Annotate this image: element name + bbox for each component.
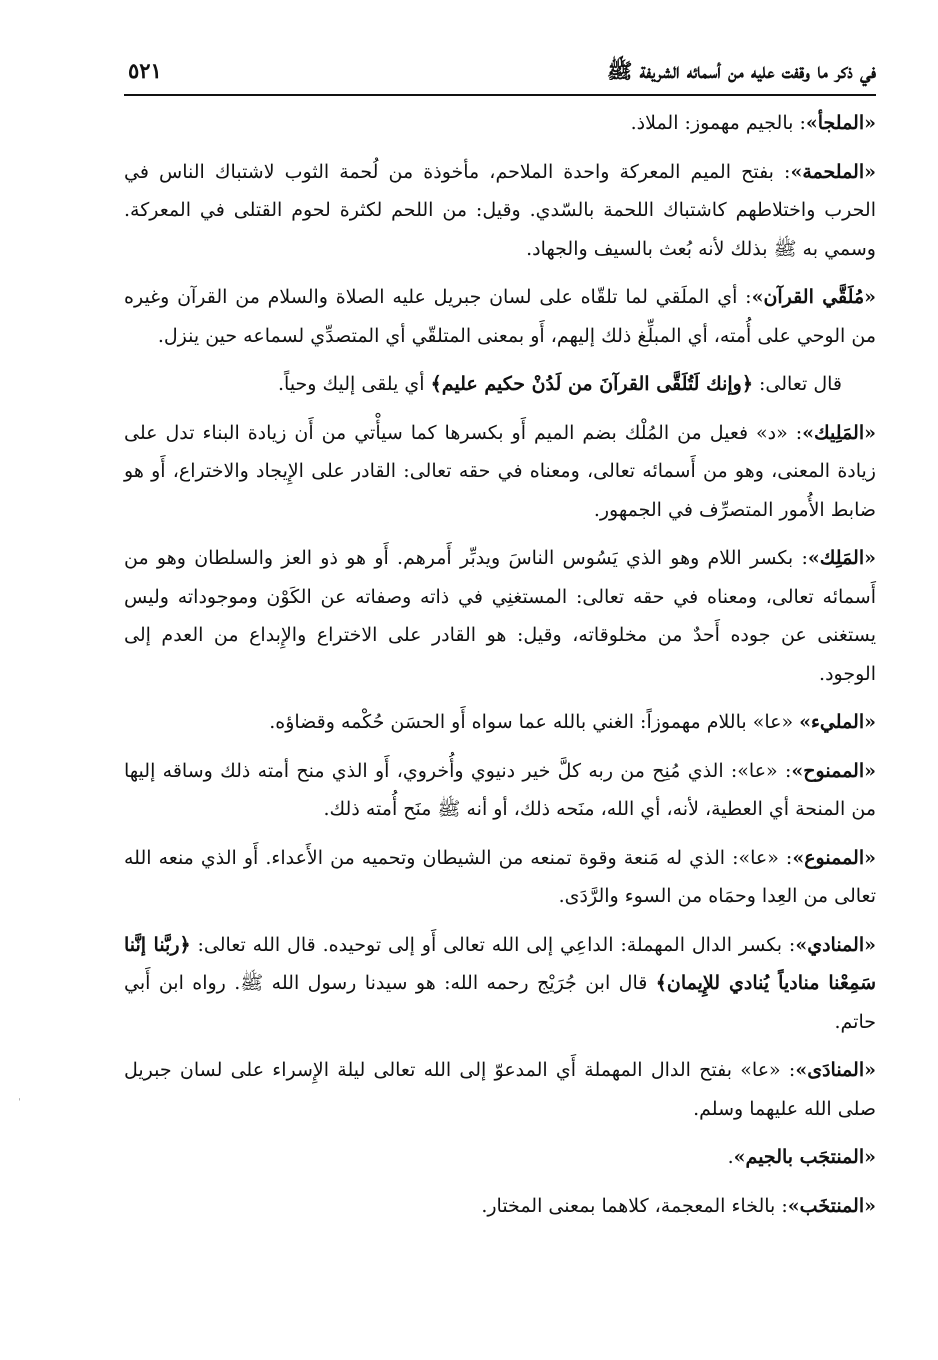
citation-intro: قال تعالى: xyxy=(752,373,842,395)
entry-term: «مُلَقَّي القرآن» xyxy=(751,286,876,308)
entry-text: : بكسر اللام وهو الذي يَسُوس الناسَ ويدبِّر أَمرهم. أَو هو ذو العز والسلطان وهو من أَسمائه تعالى، ومعناه في حقه تعالى: المستغنِي في ذاته وصفاته عن الكَوْن وموجوداته وليس يستغنى عن جوده أَحدٌ من مخلوقاته، وقيل: هو القادر على الاختراع والإِبداع من العدم إلى الوجود. xyxy=(124,547,876,685)
entry-al-muntakhab xyxy=(124,1187,876,1226)
entry-text: «عا» باللام مهموزاً: الغني بالله عما سواه أَو الحسَن حُكْمه وقضاؤه. xyxy=(269,711,800,733)
entry-term: «الملحمة» xyxy=(790,160,876,183)
entry-term: «المليء» xyxy=(799,711,876,733)
entry-term: «الممنوح» xyxy=(791,759,876,782)
entry-al-malja xyxy=(124,104,876,143)
citation-gloss: أي يلقى إليك وحياً. xyxy=(277,373,431,395)
entry-al-malhama xyxy=(124,153,876,269)
quran-citation xyxy=(124,365,876,404)
entry-term: «المَلِك» xyxy=(807,547,876,569)
entry-al-mamnuh xyxy=(124,752,876,829)
entry-text: . xyxy=(727,1146,734,1168)
entry-al-malik-al-mulk xyxy=(124,414,876,530)
entry-al-malik xyxy=(124,539,876,693)
entry-text: : «عا» بفتح الدال المهملة أَي المدعوّ إلى الله تعالى ليلة الإِسراء على لسان جبريل صلى الله عليهما وسلم. xyxy=(124,1059,876,1120)
entry-term: «المنتجَب بالجيم» xyxy=(733,1146,876,1168)
entry-al-mali xyxy=(124,703,876,742)
entry-term: «المنادَى» xyxy=(795,1059,876,1081)
quran-verse: ﴿ربَّنا إنَّنا سَمِعْنا منادياً يُنادي للإِيمان﴾ xyxy=(124,933,876,994)
entry-text: : أي الملَقي لما تلقّاه على لسان جبريل عليه الصلاة والسلام من القرآن وغيره من الوحي على أُمته، أي المبلِّغ ذلك إليهم، أَو بمعنى المتلقّي أي المتصدِّي لسماعه حين ينزل. xyxy=(124,286,876,347)
entry-text-continued: قال ابن جُرَيْج رحمه الله: هو سيدنا رسول الله ﷺ. رواه ابن أَبي حاتم. xyxy=(124,972,876,1033)
entry-al-mamnu xyxy=(124,839,876,916)
scan-speck: ˈ xyxy=(18,1098,21,1109)
page-number: ٥٢١ xyxy=(128,58,162,83)
page-body xyxy=(124,104,876,1235)
entry-term: «الممنوع» xyxy=(792,846,876,869)
entry-text: : بالجيم مهموز: الملاذ. xyxy=(630,112,806,134)
quran-verse: ﴿وإنك لَتُلَقَّى القرآنَ من لَدُنْ حكيم عليم﴾ xyxy=(430,373,753,395)
entry-text: : «عا»: الذي مُنِح من ربه كلَّ خير دنيوي وأُخروي، أَو الذي منح أمته ذلك وساقه إليها من المنحة أي العطية، لأنه، أي الله، منَحه ذلك، أو أنه ﷺ منَح أُمته ذلك. xyxy=(124,759,876,820)
entry-text: : «عا»: الذي له مَنعة وقوة تمنعه من الشيطان وتحميه من الأَعداء. أَو الذي منعه الله تعالى من العِدا وحمَاه من السوء والرَّدَى. xyxy=(124,846,876,907)
entry-term: «المَلِيك» xyxy=(802,421,876,444)
entry-term: «المنتخَب» xyxy=(787,1194,876,1217)
running-header xyxy=(124,52,876,96)
entry-mulaqqi-al-quran xyxy=(124,278,876,355)
entry-text: : بفتح الميم المعركة واحدة الملاحم، مأخوذة من لُحمة الثوب لاشتباك الناس في الحرب واختلاطهم كاشتباك اللحمة بالسّدي. وقيل: من اللحم لكثرة لحوم القتلى في المعركة. وسمي به ﷺ بذلك لأنه بُعث بالسيف والجهاد. xyxy=(124,160,876,260)
entry-al-munada xyxy=(124,1051,876,1128)
entry-term: «المنادي» xyxy=(795,933,876,956)
entry-text: : «د» فعيل من المُلْك بضم الميم أَو بكسرها كما سيأْتي من أَن زيادة البناء تدل على زيادة المعنى، وهو من أَسمائه تعالى، ومعناه في حقه تعالى: القادر على الإِيجاد والاختراع، أَو هو ضابط الأُمور المتصرِّف في الجمهور. xyxy=(124,421,876,521)
entry-text: : بالخاء المعجمة، كلاهما بمعنى المختار. xyxy=(481,1194,788,1217)
header-title: في ذكر ما وقفت عليه من أسمائه الشريفة ﷺ xyxy=(606,58,876,83)
entry-term: «الملجأ» xyxy=(805,112,876,134)
entry-text: : بكسر الدال المهملة: الداعِي إلى الله تعالى أَو إلى توحيده. قال الله تعالى: xyxy=(190,933,796,956)
entry-al-muntajab xyxy=(124,1138,876,1177)
entry-al-munadi xyxy=(124,926,876,1042)
